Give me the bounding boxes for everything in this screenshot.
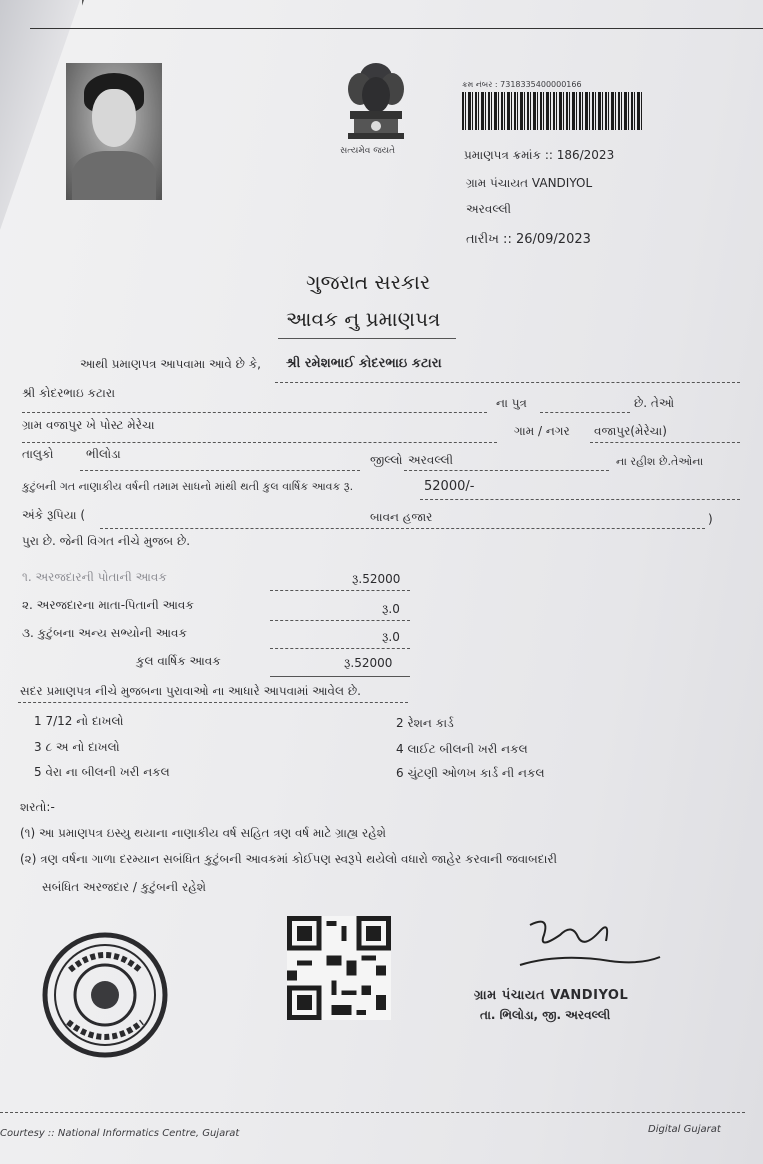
address-text: ગ્રામ વજાપુર ખે પોસ્ટ મેરેચા (22, 418, 155, 432)
taluka-name: ભીલોડા (86, 447, 121, 461)
footer-digital-gujarat: Digital Gujarat (648, 1124, 721, 1135)
income-row-1-line (270, 590, 410, 591)
evidence-item-5: 5 વેરા ના બીલની ખરી નકલ (34, 765, 170, 779)
income-sentence: કુટુંબની ગત નાણાકીય વર્ષની તમામ સાધનો માંથી થતી કુલ વાર્ષિક આવક રૂ. (22, 480, 354, 493)
applicant-photo (66, 63, 162, 200)
income-total-value: રૂ.52000 (344, 656, 393, 670)
photo-face (92, 89, 136, 147)
income-amount-line (420, 499, 740, 500)
income-row-3-line (270, 648, 410, 649)
income-row-3-value: રૂ.0 (382, 630, 400, 644)
income-row-1-label: ૧. અરજદારની પોતાની આવક (22, 570, 167, 584)
income-row-3-label: ૩. કુટુંબના અન્ય સભ્યોની આવક (22, 626, 188, 640)
district-line (404, 470, 609, 471)
father-line (22, 412, 487, 413)
evidence-item-3: 3 ૮ અ નો દાખલો (34, 740, 120, 754)
signature-mark (460, 905, 680, 1025)
village-label: ગામ / નગર (514, 424, 570, 438)
son-of-text: ના પુત્ર (496, 396, 527, 410)
title-underline (278, 338, 456, 339)
income-total-label: કુલ વાર્ષિક આવક (136, 654, 221, 668)
condition-3: સબંધિત અરજદાર / કુટુંબની રહેશે (42, 880, 207, 894)
panchayat-name: ગ્રામ પંચાયત VANDIYOL (466, 176, 593, 190)
barcode (462, 92, 644, 130)
details-text: પુરા છે. જેની વિગત નીચે મુજબ છે. (22, 534, 191, 548)
income-amount: 52000/- (424, 479, 475, 494)
amount-words-line (100, 528, 705, 529)
income-row-2-value: રૂ.0 (382, 602, 400, 616)
government-title: ગુજરાત સરકાર (306, 270, 431, 294)
issue-date: તારીખ :: 26/09/2023 (466, 232, 591, 247)
header-district: અરવલ્લી (466, 202, 512, 216)
income-total-line (270, 676, 410, 677)
amount-words-label: અંકે રૂપિયા ( (22, 508, 86, 522)
evidence-item-2: 2 રેશન કાર્ડ (396, 716, 454, 730)
amount-in-words: બાવન હજાર (370, 510, 433, 524)
evidence-item-6: 6 ચુંટણી ઓળખ કાર્ડ ની નકલ (396, 766, 545, 780)
photo-body (72, 151, 156, 200)
evidence-item-1: 1 7/12 નો દાખલો (34, 714, 124, 728)
footer-courtesy: Courtesy :: National Informatics Centre, Gujarat (0, 1128, 240, 1139)
income-row-2-line (270, 620, 410, 621)
village-line (590, 442, 740, 443)
frame-top-line (30, 28, 763, 29)
applicant-name: શ્રી રમેશભાઈ કોદરભાઇ કટારા (286, 356, 442, 371)
district-label: જીલ્લો (370, 453, 403, 467)
conditions-heading: શરતો:- (20, 800, 55, 814)
income-row-2-label: ૨. અરજદારના માતા-પિતાની આવક (22, 598, 194, 612)
panchayat-seal-icon (40, 930, 170, 1060)
intro-text: આથી પ્રમાણપત્ર આપવામા આવે છે કે, (80, 357, 261, 371)
certificate-title: આવક નુ પ્રમાણપત્ર (286, 307, 441, 331)
signature-office: ગ્રામ પંચાયત VANDIYOL (474, 988, 629, 1003)
amount-words-close: ) (708, 512, 713, 526)
income-row-1-value: રૂ.52000 (352, 572, 401, 586)
taluka-label: તાલુકો (22, 447, 54, 461)
father-name: શ્રી કોદરભાઇ કટારા (22, 386, 116, 400)
applicant-line (275, 382, 740, 383)
evidence-item-4: 4 લાઈટ બીલની ખરી નકલ (396, 742, 528, 756)
condition-2: (૨) ત્રણ વર્ષના ગાળા દરમ્યાન સબંધિત કુટુંબની આવકમાં કોઈપણ સ્વરૂપે થયેલો વધારો જાહેર કરવાની જવાબદારી (20, 852, 558, 866)
signature-location: તા. ભિલોડા, જી. અરવલ્લી (480, 1008, 611, 1022)
resident-text: ના રહીશ છે.તેઓના (616, 455, 704, 468)
son-of-line (540, 412, 630, 413)
qr-code-icon (287, 916, 391, 1020)
district-name: અરવલ્લી (408, 453, 454, 467)
footer-rule (0, 1112, 745, 1113)
village-name: વજાપુર(મેરેચા) (594, 424, 667, 438)
taluka-line (80, 470, 360, 471)
certificate-number: પ્રમાણપત્ર ક્રમાંક :: 186/2023 (464, 148, 615, 162)
condition-1: (૧) આ પ્રમાણપત્ર ઇસ્યુ થયાના નાણાકીય વર્ષ સહિત ત્રણ વર્ષ માટે ગ્રાહ્ય રહેશે (20, 826, 386, 840)
serial-number: ક્રમ નંબર : 7318335400000166 (462, 80, 582, 89)
evidence-heading-line (18, 702, 408, 703)
address-line (22, 442, 497, 443)
they-are-text: છે. તેઓ (634, 396, 675, 410)
emblem-motto: સત્યમેવ જયતે (340, 146, 396, 156)
evidence-heading: સદર પ્રમાણપત્ર નીચે મુજબના પુરાવાઓ ના આધારે આપવામાં આવેલ છે. (20, 684, 361, 698)
